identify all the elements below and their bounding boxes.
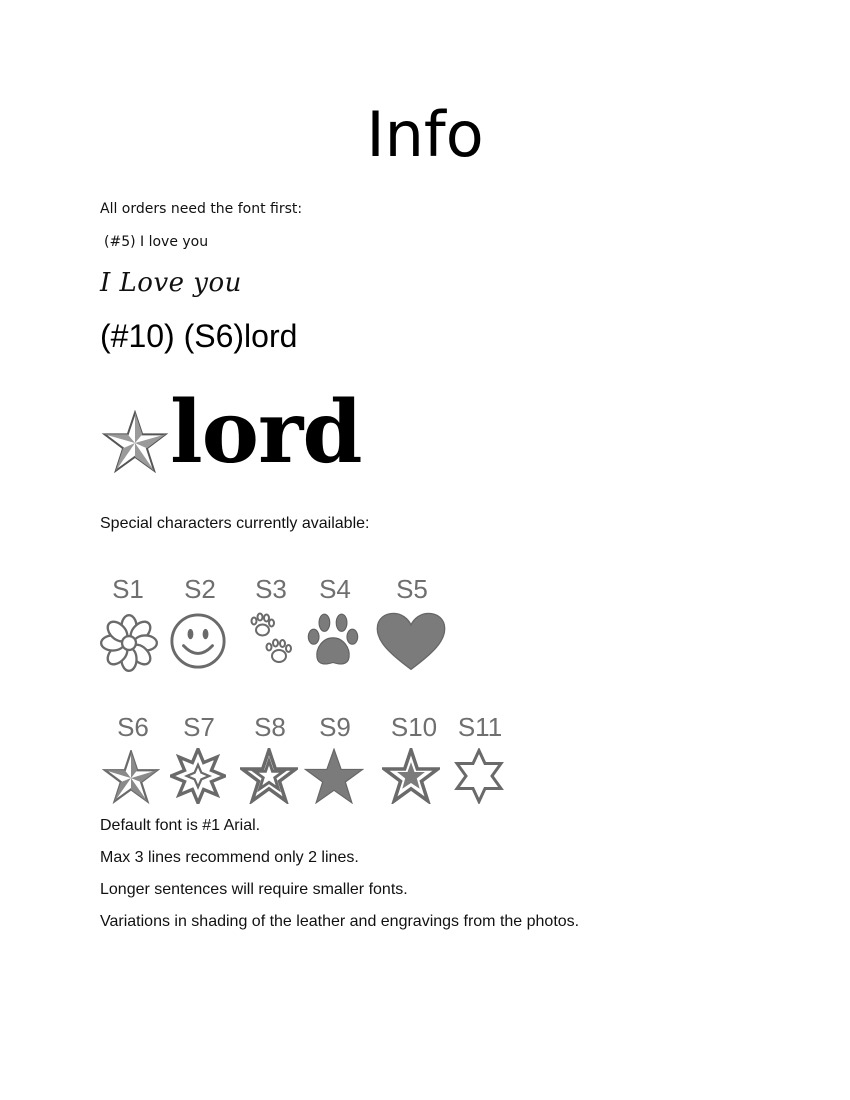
note-default-font: Default font is #1 Arial. — [100, 817, 261, 834]
symbol-label-s9: S9 — [319, 712, 351, 742]
double-outline-star-icon — [240, 748, 298, 804]
special-heading: Special characters currently available: — [100, 515, 370, 532]
eight-point-star-icon — [170, 748, 226, 804]
filled-outline-star-icon — [382, 748, 440, 804]
note-variations: Variations in shading of the leather and engravings from the photos. — [100, 913, 580, 930]
symbol-label-s3: S3 — [255, 574, 287, 604]
example1-label: (#5) I love you — [104, 234, 209, 250]
smiley-icon — [169, 612, 227, 670]
example2-sample: lord — [170, 382, 362, 483]
symbol-label-s11: S11 — [457, 712, 503, 742]
note-longer-sentences: Longer sentences will require smaller fonts. — [100, 881, 408, 898]
flower-icon — [100, 614, 158, 672]
paw-prints-icon — [245, 612, 295, 670]
page-title: Info — [366, 98, 484, 171]
paw-icon — [306, 612, 360, 670]
example2-label: (#10) (S6)lord — [100, 318, 298, 354]
example1-sample: I Love you — [100, 268, 242, 298]
heart-icon — [376, 612, 446, 672]
intro-text: All orders need the font first: — [100, 201, 303, 217]
symbol-label-s4: S4 — [319, 574, 351, 604]
symbol-label-s1: S1 — [112, 574, 144, 604]
nautical-star-icon — [100, 410, 170, 476]
note-max-lines: Max 3 lines recommend only 2 lines. — [100, 849, 359, 866]
symbol-label-s8: S8 — [254, 712, 286, 742]
symbol-label-s10: S10 — [390, 712, 438, 742]
symbol-label-s6: S6 — [117, 712, 149, 742]
nautical-star-icon — [102, 750, 160, 804]
symbol-label-s2: S2 — [184, 574, 216, 604]
solid-star-icon — [304, 748, 364, 804]
symbol-label-s7: S7 — [183, 712, 215, 742]
symbol-label-s5: S5 — [396, 574, 428, 604]
six-point-star-icon — [454, 748, 504, 804]
